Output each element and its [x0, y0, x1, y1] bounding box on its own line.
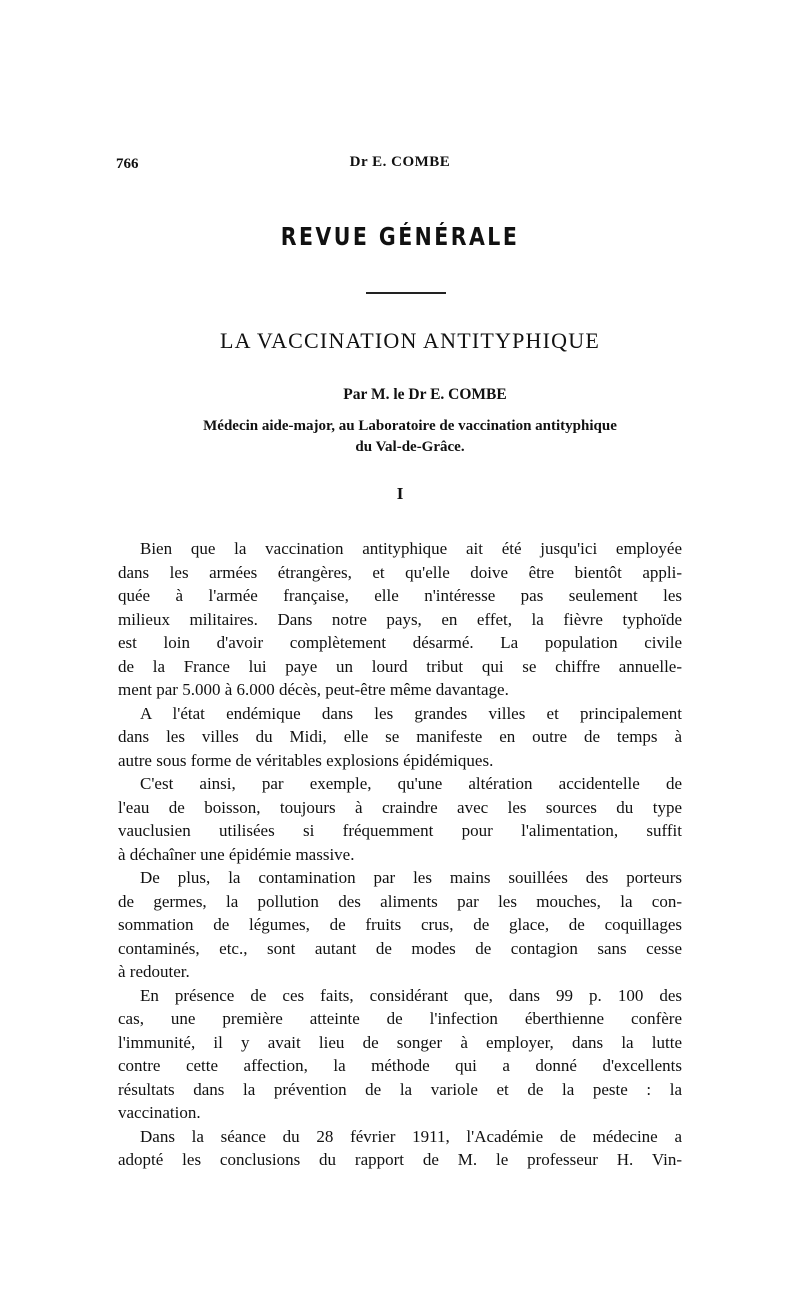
text-line: à redouter. [118, 962, 190, 981]
text-line: est loin d'avoir complètement désarmé. La population civile [118, 633, 682, 652]
article-title: LA VACCINATION ANTITYPHIQUE [220, 328, 600, 353]
text-line: milieux militaires. Dans notre pays, en effet, la fièvre typhoïde [118, 609, 682, 629]
text-line: C'est ainsi, par exemple, qu'une altération accidentelle de [140, 774, 682, 793]
text-line: autre sous forme de véritables explosions épidémiques. [118, 750, 494, 770]
text-line: de la France lui paye un lourd tribut qui se chiffre annuelle- [118, 656, 682, 676]
text-line: contaminés, etc., sont autant de modes de contagion sans cesse [118, 938, 682, 958]
text-line: vaccination. [118, 1103, 201, 1122]
text-line: contre cette affection, la méthode qui a donné d'excellents [118, 1056, 682, 1075]
text-line: cas, une première atteinte de l'infection éberthienne confère [118, 1009, 682, 1028]
text-line: ment par 5.000 à 6.000 décès, peut-être même davantage. [118, 680, 509, 699]
page-number: 766 [116, 156, 139, 172]
text-line: Bien que la vaccination antityphique ait été jusqu'ici employée [140, 539, 682, 558]
text-line: de germes, la pollution des aliments par les mouches, la con- [118, 891, 682, 911]
text-line: A l'état endémique dans les grandes villes et principalement [140, 703, 682, 723]
author-affiliation [150, 416, 670, 458]
text-line: Dans la séance du 28 février 1911, l'Académie de médecine a [140, 1126, 682, 1146]
affiliation-line: du Val-de-Grâce. [355, 439, 465, 455]
text-line: l'immunité, il y avait lieu de songer à employer, dans la lutte [118, 1032, 682, 1052]
body-text [118, 537, 682, 1172]
text-line: à déchaîner une épidémie massive. [118, 844, 355, 864]
text-line: résultats dans la prévention de la variole et de la peste : la [118, 1079, 682, 1099]
text-line: quée à l'armée française, elle n'intéresse pas seulement les [118, 586, 682, 605]
text-line: adopté les conclusions du rapport de M. le professeur H. Vin- [118, 1150, 682, 1169]
section-number: I [396, 484, 404, 503]
text-line: sommation de légumes, de fruits crus, de glace, de coquillages [118, 915, 682, 934]
running-head: Dr E. COMBE [349, 154, 451, 170]
divider-rule [366, 292, 446, 294]
text-line: dans les armées étrangères, et qu'elle doive être bientôt appli- [118, 562, 682, 582]
text-line: En présence de ces faits, considérant que, dans 99 p. 100 des [140, 985, 682, 1005]
author-byline: Par M. le Dr E. COMBE [343, 386, 507, 403]
text-line: l'eau de boisson, toujours à craindre avec les sources du type [118, 797, 682, 817]
text-line: dans les villes du Midi, elle se manifeste en outre de temps à [118, 727, 682, 746]
text-line: vauclusien utilisées si fréquemment pour l'alimentation, suffit [118, 821, 682, 840]
section-title: REVUE GÉNÉRALE [280, 222, 520, 251]
affiliation-line: Médecin aide-major, au Laboratoire de vaccination antityphique [203, 418, 617, 434]
text-line: De plus, la contamination par les mains souillées des porteurs [140, 868, 682, 887]
